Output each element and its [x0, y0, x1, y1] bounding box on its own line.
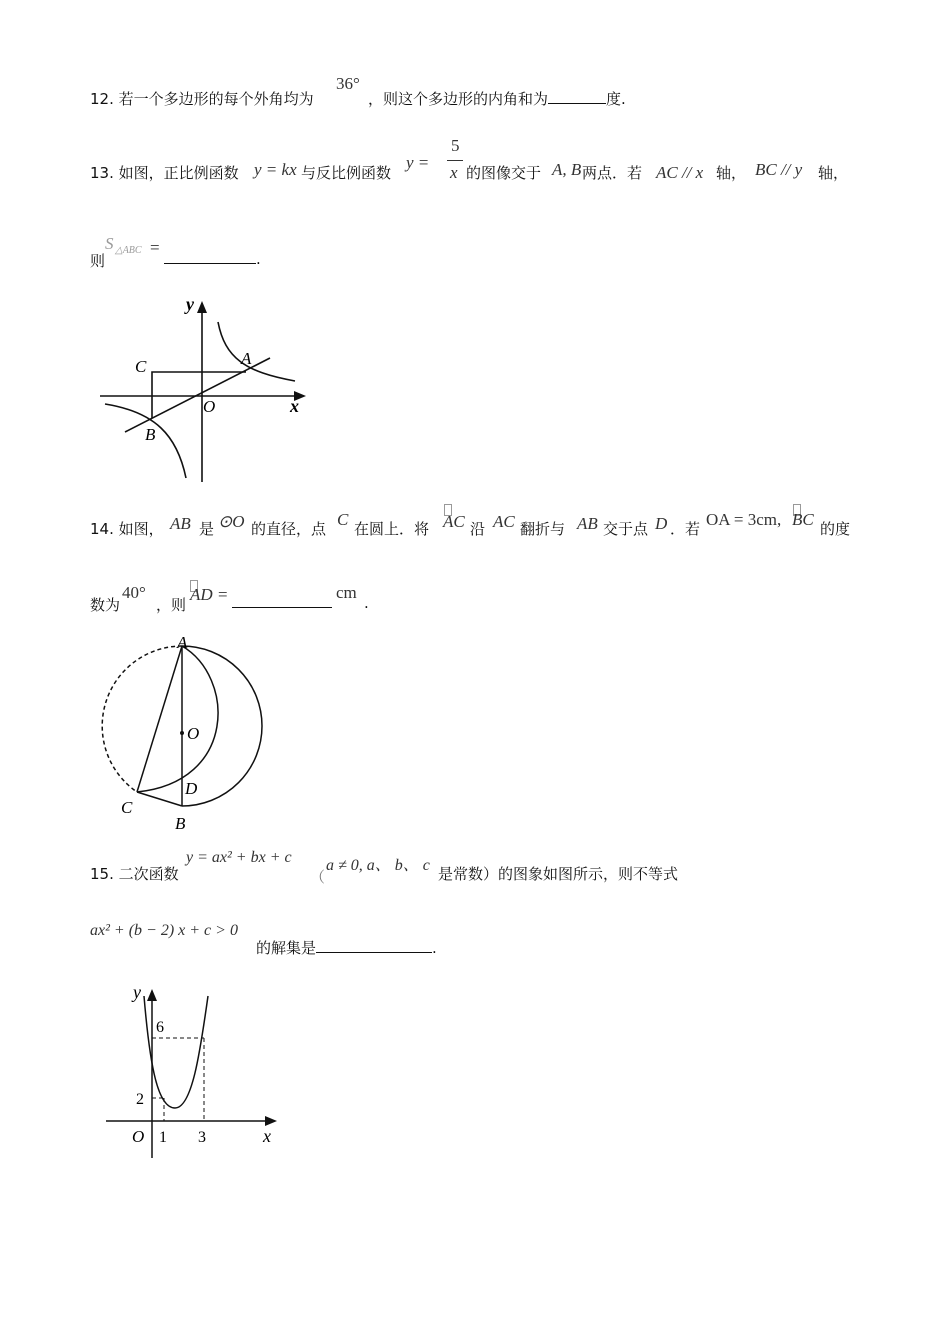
q14-ac: AC [493, 512, 515, 531]
q14-circle: ⊙O [218, 512, 245, 531]
q14-text-e: 沿 [470, 520, 486, 538]
q13-fraction-bar [447, 160, 463, 161]
q13-linear-func: y = kx [254, 160, 297, 179]
q15-label-o: O [132, 1127, 145, 1146]
q14-end: . [364, 594, 369, 612]
q15-text-b: 是常数）的图象如图所示，则不等式 [438, 865, 679, 883]
q13-text-g: 则 [90, 252, 106, 270]
q13-end: . [256, 250, 261, 268]
q13-area-s: S [105, 234, 114, 253]
q13-figure [95, 290, 315, 490]
q13-inverse-lhs: y = [406, 153, 430, 172]
q13-cond-ac: AC // x [656, 163, 704, 182]
q13-cond-bc: BC // y [755, 160, 803, 179]
q13-label-x: x [290, 396, 299, 416]
q13-label-o: O [203, 397, 216, 416]
q14-number: 14. [90, 520, 114, 538]
q14-text-c: 的直径，点 [251, 520, 327, 538]
q15-condition: a ≠ 0, a、 b、 c [326, 857, 430, 874]
q12-number: 12. [90, 90, 114, 108]
q14-arc-ad: AD = [190, 585, 229, 604]
q12-text-c: 度. [606, 90, 626, 108]
q14-line-1 [90, 518, 164, 539]
q14-text-k: ，则 [156, 596, 187, 614]
q12-answer-blank[interactable] [548, 103, 606, 104]
q15-label-3: 3 [198, 1129, 206, 1146]
q14-center-dot [180, 731, 184, 735]
q14-text-b: 是 [199, 520, 215, 538]
q12-text-a: 若一个多边形的每个外角均为 [118, 90, 314, 108]
q13-line-1 [90, 162, 239, 183]
q14-label-b: B [175, 814, 186, 833]
q14-circle-left-dashed [102, 646, 182, 792]
q14-label-o: O [187, 724, 200, 743]
q15-label-y: y [133, 982, 141, 1002]
q14-degree: 40° [122, 583, 146, 602]
q15-end: . [432, 939, 437, 957]
q14-arc-bc: BC [792, 510, 814, 529]
q13-answer-blank[interactable] [164, 263, 256, 264]
q13-text-b: 与反比例函数 [301, 164, 392, 182]
q14-arc-ac: AC [443, 512, 465, 531]
q15-function: y = ax² + bx + c [186, 849, 292, 866]
q13-text-d: 两点．若 [582, 164, 643, 182]
q15-number: 15. [90, 865, 114, 883]
q14-answer [232, 594, 332, 612]
q15-text-c: 的解集是 [256, 939, 317, 957]
q13-label-b: B [145, 425, 156, 444]
q15-figure [100, 978, 285, 1158]
q14-label-a: A [177, 633, 188, 652]
q14-label-c: C [121, 798, 133, 817]
q14-point-d: D [655, 514, 668, 533]
q12-text-b: ，则这个多边形的内角和为 [368, 90, 549, 108]
q14-circle-arc-cb [137, 792, 182, 806]
q15-answer-blank[interactable] [316, 952, 432, 953]
q14-ab: AB [170, 514, 191, 533]
q12-angle: 36° [336, 74, 360, 93]
q13-area-eq: = [150, 238, 160, 257]
q14-point-c: C [337, 510, 349, 529]
q13-text-f: 轴， [818, 164, 849, 182]
q14-unit: cm [336, 583, 357, 602]
q14-text-a: 如图， [118, 520, 164, 538]
q15-y-arrow [147, 989, 157, 1001]
q15-inequality: ax² + (b − 2) x + c > 0 [90, 922, 238, 939]
q14-answer-blank[interactable] [232, 607, 332, 608]
q12-line-b [368, 88, 626, 109]
q13-label-c: C [135, 357, 147, 376]
q13-text-e: 轴， [716, 164, 747, 182]
q13-label-a: A [241, 349, 252, 368]
q13-inverse-numerator: 5 [451, 136, 460, 155]
q15-label-1: 1 [159, 1129, 167, 1146]
q15-x-arrow [265, 1116, 277, 1126]
q14-text-d: 在圆上．将 [354, 520, 430, 538]
q14-text-j: 数为 [90, 596, 121, 614]
q13-label-y: y [186, 294, 194, 314]
q13-number: 13. [90, 164, 114, 182]
q14-folded-arc [137, 646, 218, 792]
q15-line-2 [256, 937, 437, 958]
q15-text-a: 二次函数 [118, 865, 179, 883]
q14-text-h: ．若 [670, 520, 701, 538]
q15-label-x: x [263, 1126, 271, 1146]
q15-paren: （ [310, 868, 326, 886]
q15-parabola [144, 996, 208, 1108]
q14-label-d: D [185, 779, 198, 798]
q15-label-2: 2 [136, 1091, 144, 1108]
q14-ab-2: AB [577, 514, 598, 533]
q14-condition: OA = 3cm, [706, 510, 782, 529]
q14-chord-ac [137, 646, 182, 792]
q13-y-arrow [197, 301, 207, 313]
q13-area-sub: △ABC [115, 245, 142, 256]
q14-text-i: 的度 [820, 520, 851, 538]
q14-figure [95, 632, 270, 837]
q13-points: A, B [552, 160, 582, 179]
q12-line [90, 88, 314, 109]
q13-text-c: 的图像交于 [466, 164, 542, 182]
q13-answer [164, 250, 261, 268]
q14-text-f: 翻折与 [520, 520, 566, 538]
q13-inverse-denominator: x [450, 163, 458, 182]
q14-text-g: 交于点 [603, 520, 649, 538]
q13-line-kx [125, 358, 270, 432]
q13-line-2 [90, 250, 105, 271]
q15-line-1 [90, 863, 179, 884]
q13-text-a: 如图，正比例函数 [118, 164, 239, 182]
q15-label-6: 6 [156, 1019, 164, 1036]
